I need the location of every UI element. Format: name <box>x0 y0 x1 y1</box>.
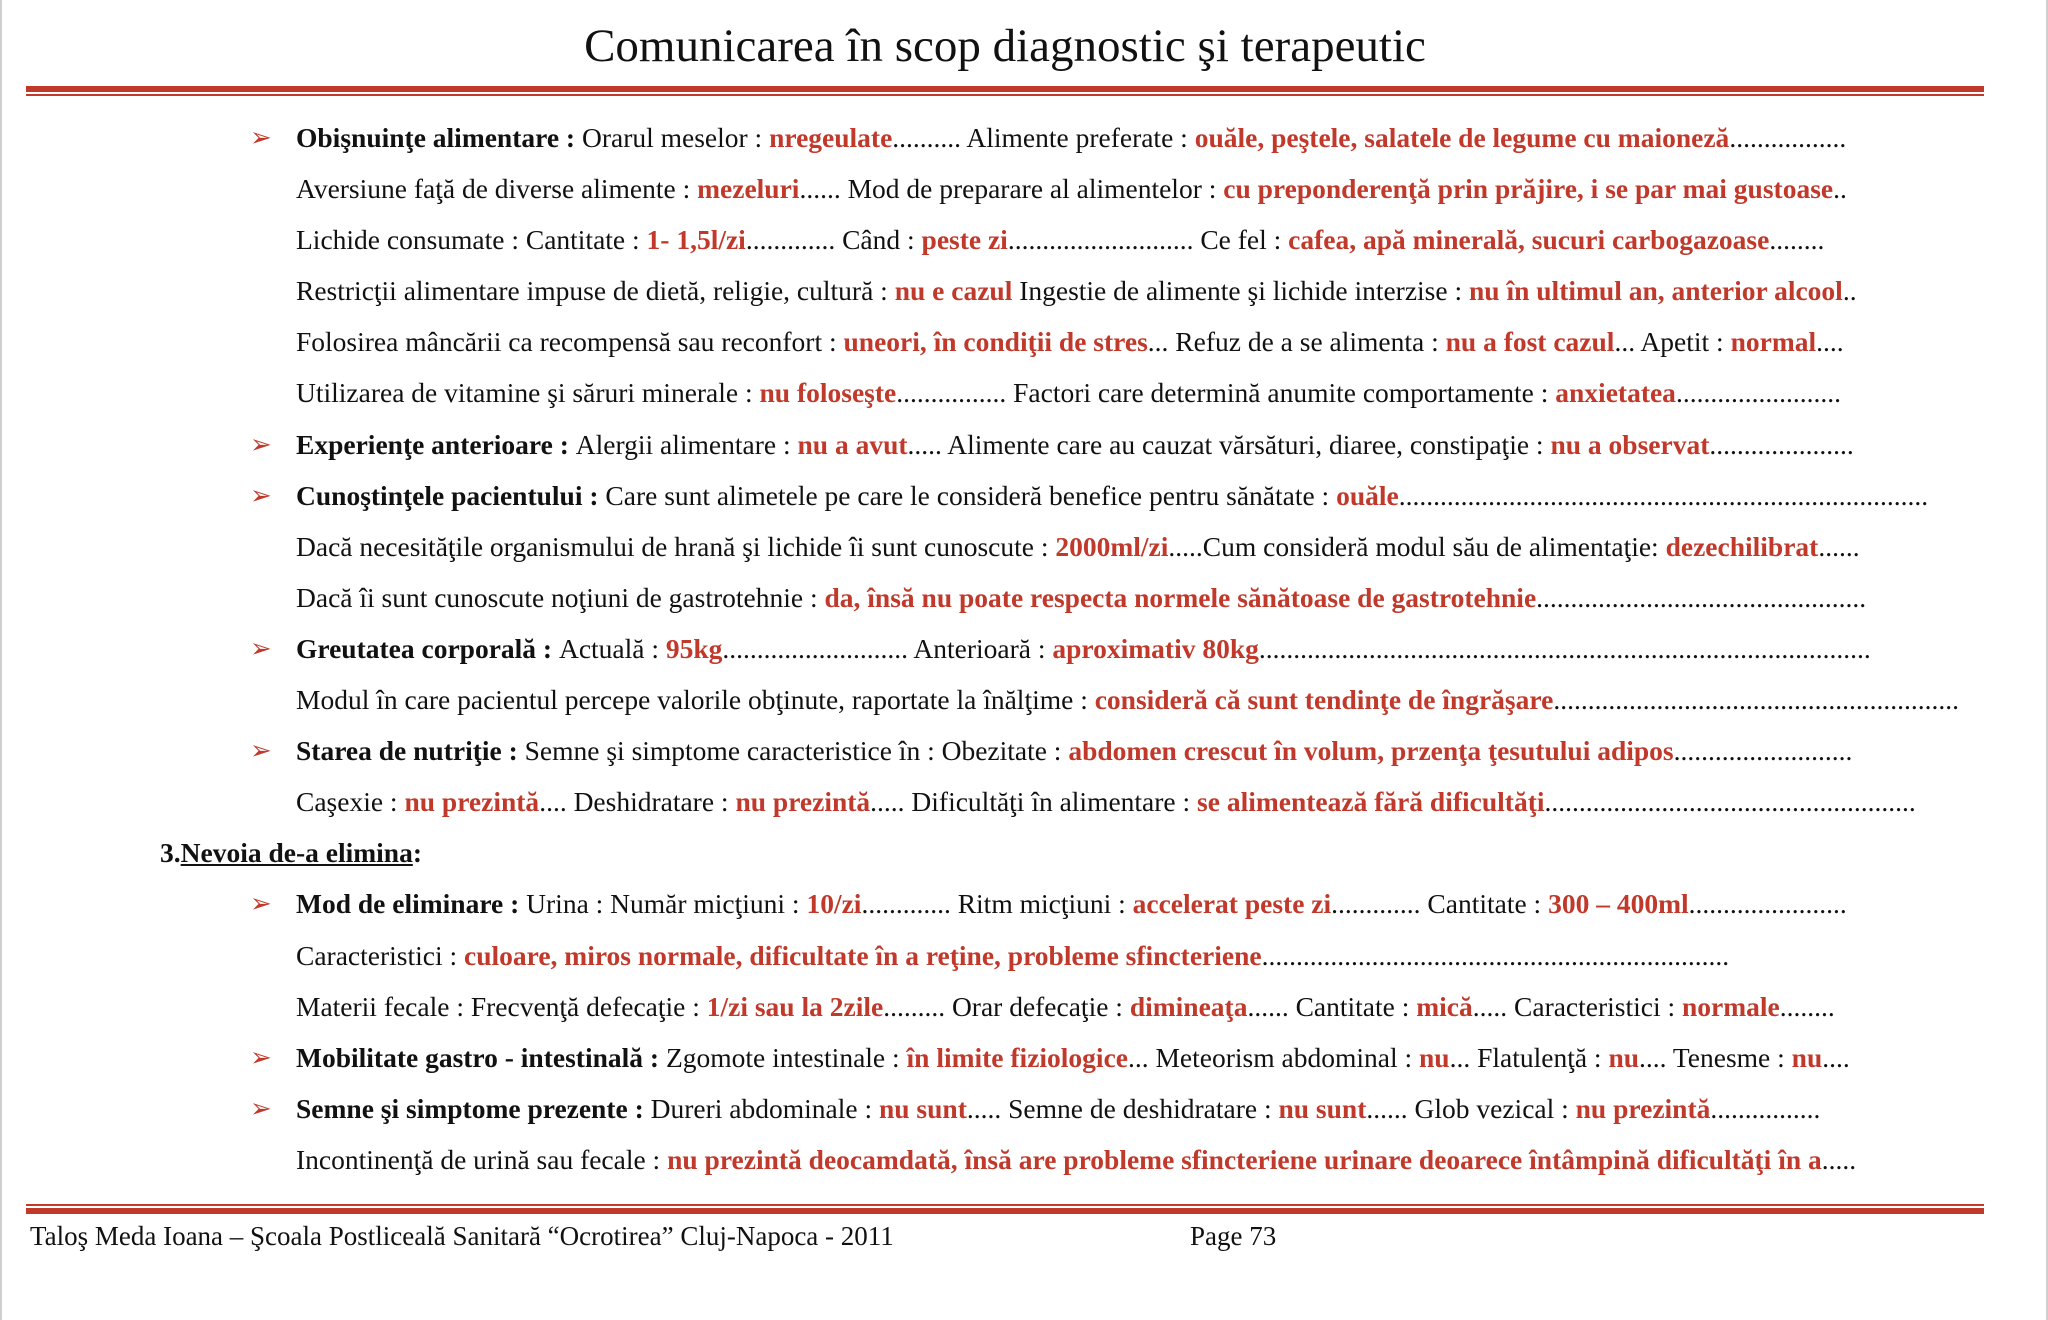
page-title: Comunicarea în scop diagnostic şi terapeutic <box>584 20 1426 72</box>
field-label: Care sunt alimetele pe care le consideră benefice pentru sănătate : <box>605 479 1337 511</box>
answer-value: ouăle <box>1336 479 1399 511</box>
form-line <box>0 930 2048 981</box>
line-text <box>296 470 1928 521</box>
section-title: Nevoia de-a elimina <box>180 837 413 869</box>
arrowhead-bullet-icon: ➢ <box>250 889 272 919</box>
answer-value: nu e cazul <box>894 275 1013 307</box>
answer-value: 300 – 400ml <box>1548 888 1689 920</box>
field-heading: Greutatea corporală : <box>296 632 559 664</box>
arrowhead-bullet-icon: ➢ <box>250 480 272 510</box>
answer-value: aproximativ 80kg <box>1052 632 1259 664</box>
answer-value: abdomen crescut în volum, przenţa ţesutului adipos <box>1068 735 1674 767</box>
answer-value: nregeulate <box>769 122 893 153</box>
field-label: Urina : Număr micţiuni : <box>526 888 807 920</box>
field-label: ... Flatulenţă : <box>1449 1041 1609 1073</box>
footer-author: Taloş Meda Ioana – Şcoala Postliceală Sanitară “Ocrotirea” Cluj-Napoca - 2011 <box>30 1221 894 1251</box>
field-label: Modul în care pacientul percepe valorile obţinute, raportate la înălţime : <box>296 684 1095 716</box>
form-line <box>0 725 2048 776</box>
field-label: ...... Mod de preparare al alimentelor : <box>799 173 1224 205</box>
field-label: .. <box>1842 275 1857 307</box>
line-text <box>296 674 1959 725</box>
form-line <box>0 214 2048 265</box>
field-label: ..... Semne de deshidratare : <box>966 1092 1279 1124</box>
field-label: ..................... <box>1709 428 1854 460</box>
line-text <box>296 265 1857 316</box>
arrowhead-bullet-icon: ➢ <box>250 1042 272 1072</box>
header-divider <box>26 86 1984 96</box>
field-label: Folosirea mâncării ca recompensă sau reconfort : <box>296 326 844 358</box>
answer-value: nu <box>1418 1041 1450 1073</box>
answer-value: mică <box>1416 990 1473 1022</box>
answer-value: nu prezintă <box>735 786 871 818</box>
field-label: ... Meteorism abdominal : <box>1127 1041 1419 1073</box>
form-line <box>0 265 2048 316</box>
arrowhead-bullet-icon: ➢ <box>250 429 272 459</box>
field-label: .....Cum consideră modul său de alimentaţie: <box>1168 530 1666 562</box>
answer-value: nu a avut <box>797 428 908 460</box>
answer-value: peste zi <box>921 224 1008 256</box>
field-label: ... Refuz de a se alimenta : <box>1147 326 1446 358</box>
field-label: ............. Când : <box>745 224 922 256</box>
arrowhead-bullet-icon: ➢ <box>250 736 272 766</box>
form-line <box>0 1134 2048 1185</box>
arrowhead-bullet-icon: ➢ <box>250 633 272 663</box>
form-line <box>0 572 2048 623</box>
line-text <box>296 214 1824 265</box>
form-line <box>0 878 2048 929</box>
field-label: Ingestie de alimente şi lichide interzise : <box>1012 275 1469 307</box>
form-line <box>0 419 2048 470</box>
answer-value: nu <box>1791 1041 1823 1073</box>
field-label: .... <box>1822 1041 1850 1073</box>
line-text <box>296 981 1835 1032</box>
field-label: ........ <box>1779 990 1835 1022</box>
answer-value: uneori, în condiţii de stres <box>843 326 1148 358</box>
field-label: Dureri abdominale : <box>650 1092 879 1124</box>
field-label: .. <box>1833 173 1847 205</box>
field-heading: Mobilitate gastro - intestinală : <box>296 1041 666 1073</box>
field-label: .... Deshidratare : <box>539 786 736 818</box>
field-label: ........ <box>1769 224 1825 256</box>
answer-value: nu <box>1608 1041 1640 1073</box>
field-label: ... Apetit : <box>1614 326 1731 358</box>
field-label: ..... Caracteristici : <box>1472 990 1682 1022</box>
answer-value: consideră că sunt tendinţe de îngrăşare <box>1094 684 1554 716</box>
field-label: ...... Glob vezical : <box>1366 1092 1576 1124</box>
line-text <box>296 1032 1850 1083</box>
field-label: ........................... Anterioară : <box>722 632 1053 664</box>
answer-value: dezechilibrat <box>1665 530 1819 562</box>
field-label: ........................................................... <box>1553 684 1959 716</box>
field-label: Orarul meselor : <box>581 122 770 153</box>
field-label: ..... <box>1821 1143 1857 1175</box>
footer-divider <box>26 1204 1984 1214</box>
field-label: ..... Dificultăţi în alimentare : <box>870 786 1198 818</box>
answer-value: nu prezintă <box>1575 1092 1711 1124</box>
form-line <box>0 112 2048 163</box>
arrowhead-bullet-icon: ➢ <box>250 1093 272 1123</box>
form-line <box>0 521 2048 572</box>
field-label: ............................................................................. <box>1398 479 1929 511</box>
field-label: ................................................ <box>1536 581 1867 613</box>
document-body <box>0 112 2048 1185</box>
line-text <box>296 367 1841 418</box>
field-label: ......................................................................................... <box>1258 632 1871 664</box>
line-text <box>296 163 1847 214</box>
field-label: ........................ <box>1675 377 1841 409</box>
field-label: .................................................................... <box>1261 939 1730 971</box>
form-line <box>0 163 2048 214</box>
answer-value: nu prezintă deocamdată, însă are probleme sfincteriene urinare deoarece întâmpină dificultăţi în a <box>667 1143 1822 1175</box>
answer-value: se alimentează fără dificultăţi <box>1197 786 1545 818</box>
field-label: Caşexie : <box>296 786 405 818</box>
field-heading: Semne şi simptome prezente : <box>296 1092 651 1124</box>
line-text <box>160 827 422 878</box>
line-text <box>296 725 1852 776</box>
form-line <box>0 470 2048 521</box>
answer-value: normal <box>1730 326 1817 358</box>
answer-value: cafea, apă minerală, sucuri carbogazoase <box>1288 224 1770 256</box>
answer-value: nu prezintă <box>404 786 540 818</box>
field-label: Dacă necesităţile organismului de hrană şi lichide îi sunt cunoscute : <box>296 530 1056 562</box>
field-label: .......... Alimente preferate : <box>892 122 1195 153</box>
field-heading: Starea de nutriţie : <box>296 735 525 767</box>
answer-value: nu sunt <box>1278 1092 1367 1124</box>
field-label: ......... Orar defecaţie : <box>883 990 1130 1022</box>
field-label: Actuală : <box>558 632 666 664</box>
line-text <box>296 878 1847 929</box>
form-line <box>0 981 2048 1032</box>
answer-value: culoare, miros normale, dificultate în a reţine, probleme sfincteriene <box>463 939 1262 971</box>
field-label: ...... Cantitate : <box>1247 990 1417 1022</box>
field-label: Materii fecale : Frecvenţă defecaţie : <box>296 990 707 1022</box>
field-heading: : <box>412 837 422 869</box>
field-label: Restricţii alimentare impuse de dietă, religie, cultură : <box>296 275 895 307</box>
answer-value: în limite fiziologice <box>906 1041 1128 1073</box>
line-text <box>296 572 1866 623</box>
answer-value: 2000ml/zi <box>1055 530 1169 562</box>
answer-value: mezeluri <box>697 173 800 205</box>
field-label: ................. <box>1729 122 1847 153</box>
answer-value: normale <box>1682 990 1780 1022</box>
answer-value: 1- 1,5l/zi <box>646 224 746 256</box>
answer-value: anxietatea <box>1555 377 1676 409</box>
field-label: ....................... <box>1688 888 1847 920</box>
field-label: Dacă îi sunt cunoscute noţiuni de gastrotehnie : <box>296 581 825 613</box>
field-label: Aversiune faţă de diverse alimente : <box>296 173 698 205</box>
arrowhead-bullet-icon: ➢ <box>250 123 272 152</box>
field-heading: Obişnuinţe alimentare : <box>296 122 582 153</box>
field-label: Lichide consumate : Cantitate : <box>296 224 647 256</box>
answer-value: nu a fost cazul <box>1445 326 1615 358</box>
answer-value: 10/zi <box>806 888 862 920</box>
field-label: ................ <box>1710 1092 1821 1124</box>
field-label: .......................... <box>1673 735 1853 767</box>
answer-value: nu sunt <box>878 1092 967 1124</box>
line-text <box>296 1083 1820 1134</box>
form-line <box>0 674 2048 725</box>
answer-value: nu a observat <box>1550 428 1710 460</box>
form-line <box>0 623 2048 674</box>
line-text <box>296 930 1729 981</box>
field-label: ...... <box>1818 530 1860 562</box>
field-label: ............. Cantitate : <box>1331 888 1549 920</box>
line-text <box>296 776 1916 827</box>
answer-value: nu în ultimul an, anterior alcool <box>1468 275 1843 307</box>
answer-value: 1/zi sau la 2zile <box>706 990 884 1022</box>
section-heading <box>0 827 2048 878</box>
form-line <box>0 367 2048 418</box>
form-line <box>0 1083 2048 1134</box>
answer-value: ouăle, peştele, salatele de legume cu maioneză <box>1194 122 1730 153</box>
field-label: Zgomote intestinale : <box>665 1041 907 1073</box>
answer-value: accelerat peste zi <box>1132 888 1332 920</box>
field-label: Utilizarea de vitamine şi săruri minerale : <box>296 377 760 409</box>
field-label: .... Tenesme : <box>1639 1041 1792 1073</box>
answer-value: dimineaţa <box>1129 990 1248 1022</box>
field-heading: Experienţe anterioare : <box>296 428 576 460</box>
answer-value: nu foloseşte <box>759 377 897 409</box>
answer-value: da, însă nu poate respecta normele sănătoase de gastrotehnie <box>824 581 1537 613</box>
field-heading: 3. <box>160 837 181 869</box>
line-text <box>296 521 1860 572</box>
line-text <box>296 316 1844 367</box>
field-label: ..... Alimente care au cauzat vărsături, diaree, constipaţie : <box>907 428 1551 460</box>
answer-value: 95kg <box>665 632 723 664</box>
page-number: Page 73 <box>1190 1221 1277 1251</box>
line-text <box>296 1134 1856 1185</box>
field-label: ............. Ritm micţiuni : <box>861 888 1133 920</box>
line-text <box>296 112 1846 163</box>
field-label: Caracteristici : <box>296 939 464 971</box>
field-heading: Cunoştinţele pacientului : <box>296 479 606 511</box>
form-line <box>0 1032 2048 1083</box>
field-label: .... <box>1816 326 1844 358</box>
answer-value: cu preponderenţă prin prăjire, i se par mai gustoase <box>1223 173 1834 205</box>
field-label: Semne şi simptome caracteristice în : Obezitate : <box>524 735 1069 767</box>
line-text <box>296 623 1871 674</box>
form-line <box>0 776 2048 827</box>
line-text <box>296 419 1854 470</box>
field-label: ...................................................... <box>1544 786 1916 818</box>
field-label: Incontinenţă de urină sau fecale : <box>296 1143 668 1175</box>
field-label: ................ Factori care determină anumite comportamente : <box>896 377 1556 409</box>
field-label: ........................... Ce fel : <box>1007 224 1289 256</box>
form-line <box>0 316 2048 367</box>
field-heading: Mod de eliminare : <box>296 888 527 920</box>
field-label: Alergii alimentare : <box>575 428 798 460</box>
